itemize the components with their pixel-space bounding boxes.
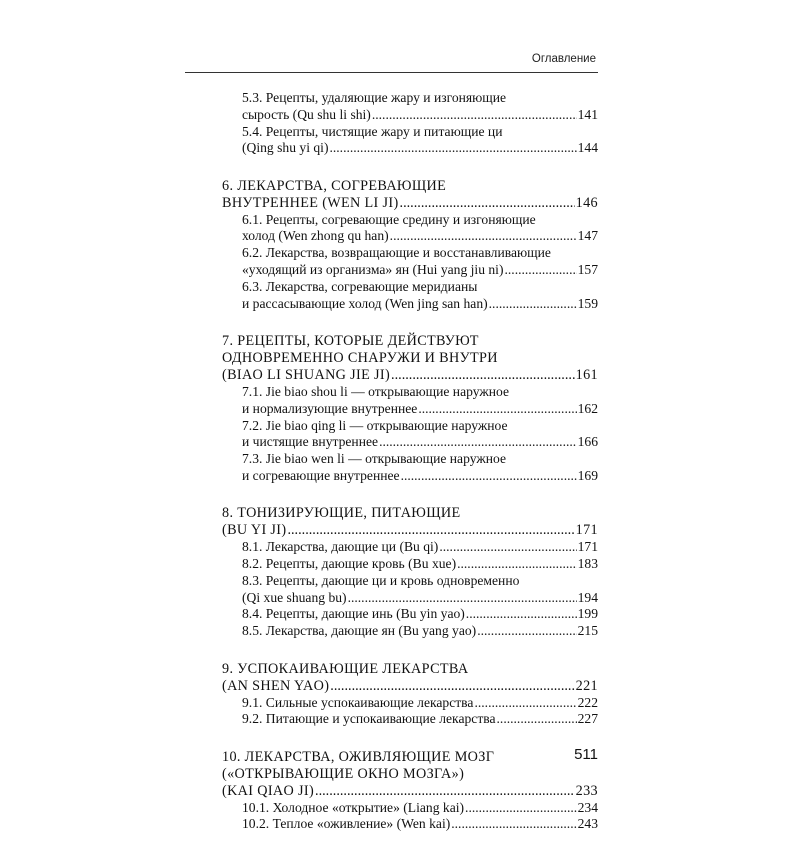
dot-leader [505,262,577,279]
toc-entry-text: и нормализующие внутреннее [242,400,418,416]
toc-entry-text: и чистящие внутреннее [242,434,379,450]
page-ref: 146 [575,194,598,211]
toc-section [222,505,598,640]
toc-entry-title: 6.1. Рецепты, согревающие средину и изгоняющие [242,211,536,227]
toc-entry-title: 6.3. Лекарства, согревающие меридианы [242,278,478,294]
toc-entry-line [242,623,598,640]
section-heading-line: 6. ЛЕКАРСТВА, СОГРЕВАЮЩИЕ [222,177,447,194]
dot-leader [287,522,574,539]
toc-entry-text: холод (Wen zhong qu han) [242,228,389,244]
dot-leader [439,539,576,556]
toc-entry-text: 9.2. Питающие и успокаивающие лекарства [242,711,496,727]
toc-entry [242,573,598,607]
toc-entry [242,279,598,313]
toc-entry-text: «уходящий из организма» ян (Hui yang jiu ni) [242,262,504,278]
toc-entry [242,245,598,279]
running-head-title: Оглавление [531,53,596,65]
toc-entry-line [242,606,598,623]
toc-entry [242,711,598,728]
page-ref: 234 [577,799,598,815]
dot-leader [379,434,577,451]
toc-section [222,749,598,834]
table-of-contents [222,90,598,854]
toc-entry [242,124,598,158]
dot-leader [391,367,575,384]
section-heading [222,333,598,384]
toc-entry [242,695,598,712]
page-ref: 159 [577,295,598,311]
toc-entry-line [242,539,598,556]
page-ref: 162 [577,400,598,416]
page-ref: 161 [575,366,598,383]
toc-entry-line [242,695,598,712]
toc-entry-line [242,711,598,728]
section-heading-entry [222,678,598,695]
page-ref: 233 [575,782,598,799]
page-ref: 199 [577,606,598,622]
section-heading-line: 10. ЛЕКАРСТВА, ОЖИВЛЯЮЩИЕ МОЗГ [222,748,495,765]
dot-leader [315,783,575,800]
page-ref: 157 [577,262,598,278]
section-heading-entry [222,783,598,800]
dot-leader [418,401,576,418]
toc-entry-line [242,296,598,313]
toc-section [222,178,598,313]
dot-leader [497,711,577,728]
toc-entry-title: 5.4. Рецепты, чистящие жару и питающие ци [242,123,503,139]
dot-leader [400,195,575,212]
toc-entry [242,816,598,833]
toc-entry-title: 6.2. Лекарства, возвращающие и восстанавливающие [242,245,551,261]
dot-leader [457,556,577,573]
section-heading-text: (BU YI JI) [222,522,287,539]
page-ref: 171 [575,522,598,539]
toc-entry-line [242,468,598,485]
page-ref: 243 [577,816,598,832]
section-heading [222,178,598,212]
toc-entry [242,451,598,485]
section-heading-line: 9. УСПОКАИВАЮЩИЕ ЛЕКАРСТВА [222,660,469,677]
toc-entry [242,556,598,573]
toc-entry-text: и согревающие внутреннее [242,467,400,483]
toc-entry-title: 7.2. Jie biao qing li — открывающие наружное [242,417,508,433]
toc-entry [242,800,598,817]
toc-entry-text: и рассасывающие холод (Wen jing san han) [242,295,488,311]
page-ref: 141 [577,106,598,122]
toc-entry-line [242,140,598,157]
section-heading-line: («ОТКРЫВАЮЩИЕ ОКНО МОЗГА») [222,765,465,782]
page-ref: 166 [577,434,598,450]
toc-entry-line [242,262,598,279]
running-head [185,52,598,73]
page-ref: 183 [577,556,598,572]
section-heading [222,661,598,695]
dot-leader [465,800,577,817]
dot-leader [474,695,576,712]
section-heading-text: (AN SHEN YAO) [222,677,330,694]
toc-entry-line [242,800,598,817]
section-heading-entry [222,522,598,539]
dot-leader [348,590,577,607]
toc-entry-text: 8.4. Рецепты, дающие инь (Bu yin yao) [242,606,465,622]
dot-leader [401,468,577,485]
toc-entry-text: (Qi xue shuang bu) [242,589,347,605]
page-ref: 221 [575,677,598,694]
toc-section [222,661,598,729]
section-heading-entry [222,367,598,384]
section-heading-text: (KAI QIAO JI) [222,782,315,799]
toc-entry-text: 10.1. Холодное «открытие» (Liang kai) [242,799,465,815]
page-ref: 215 [577,623,598,639]
toc-entry-text: сырость (Qu shu li shi) [242,106,371,122]
toc-entry-line [242,401,598,418]
page-ref: 171 [577,539,598,555]
toc-entry-line [242,107,598,124]
toc-entry-text: 8.1. Лекарства, дающие ци (Bu qi) [242,539,439,555]
dot-leader [330,678,574,695]
toc-entry [242,606,598,623]
toc-section [222,90,598,157]
toc-entry-text: 9.1. Сильные успокаивающие лекарства [242,694,474,710]
dot-leader [372,107,577,124]
section-heading [222,505,598,539]
section-heading [222,749,598,800]
section-heading-line: 8. ТОНИЗИРУЮЩИЕ, ПИТАЮЩИЕ [222,505,461,522]
section-heading-text: (BIAO LI SHUANG JIE JI) [222,366,391,383]
page-ref: 144 [577,140,598,156]
page-ref: 227 [577,711,598,727]
toc-entry [242,90,598,124]
toc-entry-line [242,556,598,573]
dot-leader [477,623,576,640]
section-heading-text: ВНУТРЕННЕЕ (WEN LI JI) [222,194,399,211]
dot-leader [390,228,577,245]
dot-leader [466,606,577,623]
toc-entry-text: 8.5. Лекарства, дающие ян (Bu yang yao) [242,623,477,639]
toc-entry [242,384,598,418]
toc-entry-line [242,228,598,245]
toc-entry-line [242,816,598,833]
page-ref: 147 [577,228,598,244]
toc-entry-line [242,590,598,607]
toc-entry-title: 5.3. Рецепты, удаляющие жару и изгоняющие [242,90,507,105]
toc-entry-line [242,434,598,451]
toc-entry [242,539,598,556]
section-heading-entry [222,195,598,212]
toc-entry-text: 8.2. Рецепты, дающие кровь (Bu xue) [242,556,457,572]
page-ref: 194 [577,589,598,605]
section-heading-line: ОДНОВРЕМЕННО СНАРУЖИ И ВНУТРИ [222,349,498,366]
page-ref: 169 [577,467,598,483]
toc-entry [242,623,598,640]
dot-leader [329,140,576,157]
toc-entry-title: 7.1. Jie biao shou li — открывающие наружное [242,383,510,399]
toc-entry [242,418,598,452]
toc-entry [242,212,598,246]
page-number: 511 [574,746,598,763]
dot-leader [451,816,576,833]
toc-entry-title: 8.3. Рецепты, дающие ци и кровь одновременно [242,572,520,588]
dot-leader [489,296,577,313]
toc-entry-text: 10.2. Теплое «оживление» (Wen kai) [242,816,451,832]
page-ref: 222 [577,694,598,710]
section-heading-line: 7. РЕЦЕПТЫ, КОТОРЫЕ ДЕЙСТВУЮТ [222,332,479,349]
toc-section [222,333,598,485]
toc-entry-title: 7.3. Jie biao wen li — открывающие наружное [242,451,506,467]
toc-entry-text: (Qing shu yi qi) [242,140,329,156]
